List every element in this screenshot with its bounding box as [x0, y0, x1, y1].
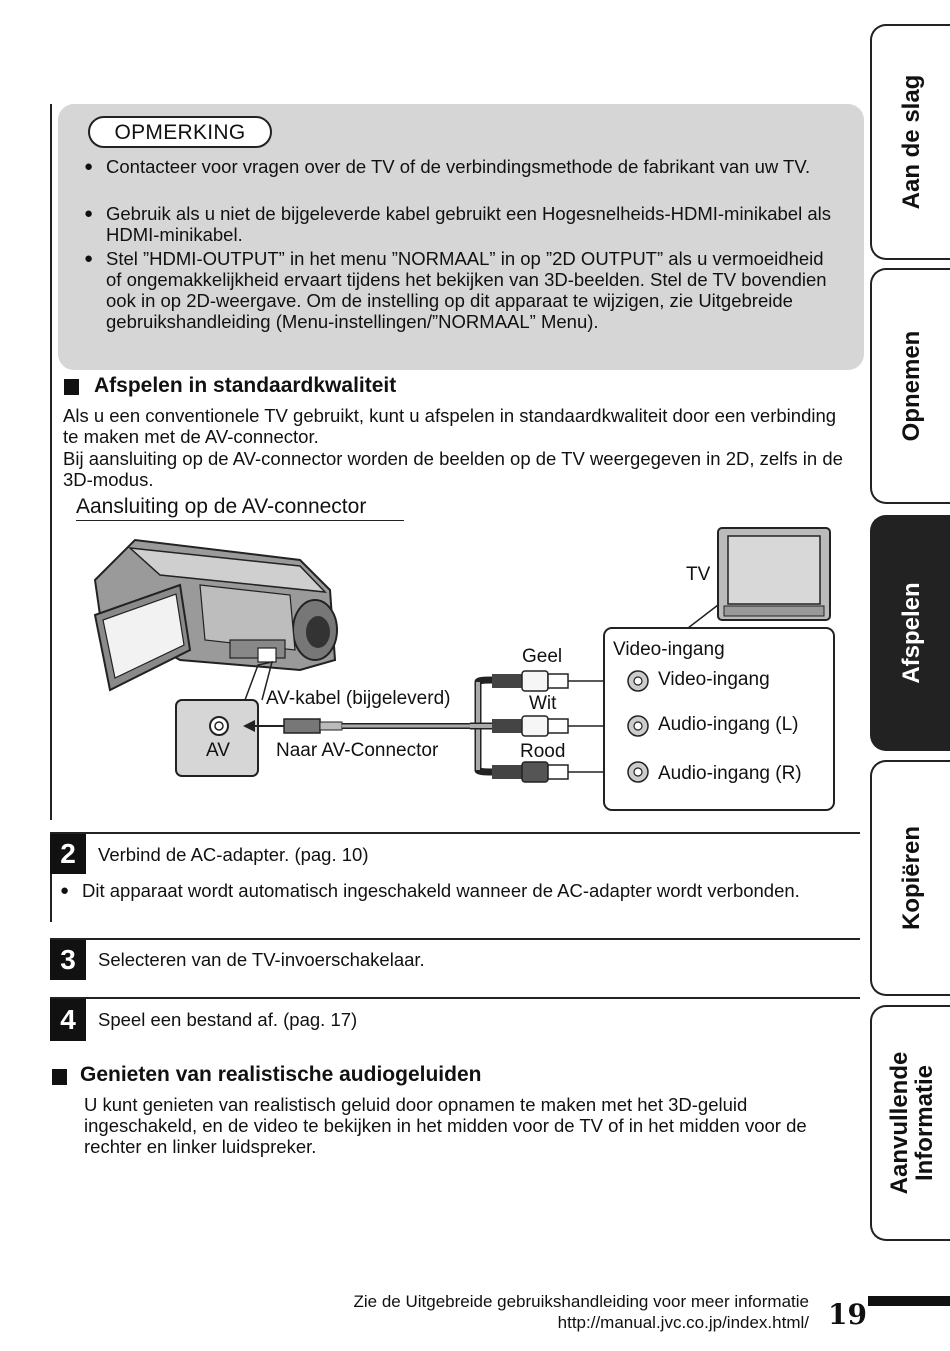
section-title: Afspelen in standaardkwaliteit: [94, 374, 397, 397]
step-text: Selecteren van de TV-invoerschakelaar.: [98, 949, 425, 970]
section-paragraph: U kunt genieten van realistisch geluid door opnamen te maken met het 3D-geluid ingeschakeld, en de video te bekijken in het midden voor de TV of in het midden voor de rechter en linker luidspreker.: [84, 1094, 807, 1157]
tab-afspelen[interactable]: Afspelen: [870, 515, 950, 751]
footer-bar: [868, 1296, 950, 1306]
tab-opnemen[interactable]: Opnemen: [870, 268, 950, 504]
av-jack-box: [176, 700, 258, 776]
section-square-icon: [52, 1069, 67, 1085]
step-bullet: ● Dit apparaat wordt automatisch ingeschakeld wanneer de AC-adapter wordt verbonden.: [60, 880, 800, 901]
step-rule: [50, 997, 860, 999]
step-text: Speel een bestand af. (pag. 17): [98, 1009, 358, 1030]
step-number: 4: [50, 999, 86, 1041]
cable-label: AV-kabel (bijgeleverd): [266, 688, 451, 709]
plug-color-label: Geel: [522, 646, 563, 667]
bullet-icon: ●: [84, 158, 94, 175]
plug-color-label: Wit: [529, 693, 557, 714]
camcorder-illustration: [95, 540, 337, 690]
step-rule: [50, 832, 860, 834]
section-paragraph: Bij aansluiting op de AV-connector worden de beelden op de TV weergegeven in 2D, zelfs in de 3D-modus.: [63, 448, 843, 490]
bullet-icon: ●: [60, 882, 70, 899]
step-number: 2: [50, 834, 86, 874]
section-paragraph: Als u een conventionele TV gebruikt, kunt u afspelen in standaardkwaliteit door een verbinding te maken met de AV-connector.: [63, 405, 837, 447]
note-item: ● Contacteer voor vragen over de TV of de verbindingsmethode de fabrikant van uw TV.: [84, 156, 811, 177]
tab-kopieren[interactable]: Kopiëren: [870, 760, 950, 996]
input-label: Audio-ingang (R): [658, 763, 802, 784]
footer-text: Zie de Uitgebreide gebruikshandleiding voor meer informatie: [353, 1292, 809, 1311]
tab-aan-de-slag[interactable]: Aan de slag: [870, 24, 950, 260]
section-title: Genieten van realistische audiogeluiden: [80, 1063, 482, 1086]
av-label: AV: [206, 740, 230, 761]
bullet-icon: ●: [84, 250, 94, 267]
diagram-title: Aansluiting op de AV-connector: [76, 495, 404, 521]
tab-aanvullende-informatie[interactable]: Aanvullende Informatie: [870, 1005, 950, 1241]
tv-illustration: [718, 528, 830, 620]
input-label: Audio-ingang (L): [658, 714, 799, 735]
page-number: 19: [828, 1298, 867, 1331]
input-label: Video-ingang: [658, 669, 770, 690]
footer-url[interactable]: http://manual.jvc.co.jp/index.html/: [557, 1313, 809, 1332]
input-box-title: Video-ingang: [613, 639, 725, 660]
note-item: ● Stel ”HDMI-OUTPUT” in het menu ”NORMAAL” in op ”2D OUTPUT” als u vermoeidheid of ongemakkelijkheid ervaart tijdens het bekijken van 3D-beelden. Stel de TV bovendien ook in op 2D-weergave. Om de instelling op dit apparaat te wijzigen, zie Uitgebreide gebruikshandleiding (Menu-instellingen/”NORMAAL” Menu).: [84, 248, 827, 332]
plug-color-label: Rood: [520, 741, 566, 762]
bullet-icon: ●: [84, 205, 94, 222]
tv-label: TV: [686, 564, 711, 585]
step-text: Verbind de AC-adapter. (pag. 10): [98, 844, 369, 865]
note-label: OPMERKING: [88, 116, 272, 148]
note-item: ● Gebruik als u niet de bijgeleverde kabel gebruikt een Hogesnelheids-HDMI-minikabel als HDMI-minikabel.: [84, 203, 831, 245]
step-number: 3: [50, 940, 86, 980]
step-rule: [50, 938, 860, 940]
connector-label: Naar AV-Connector: [276, 740, 439, 761]
